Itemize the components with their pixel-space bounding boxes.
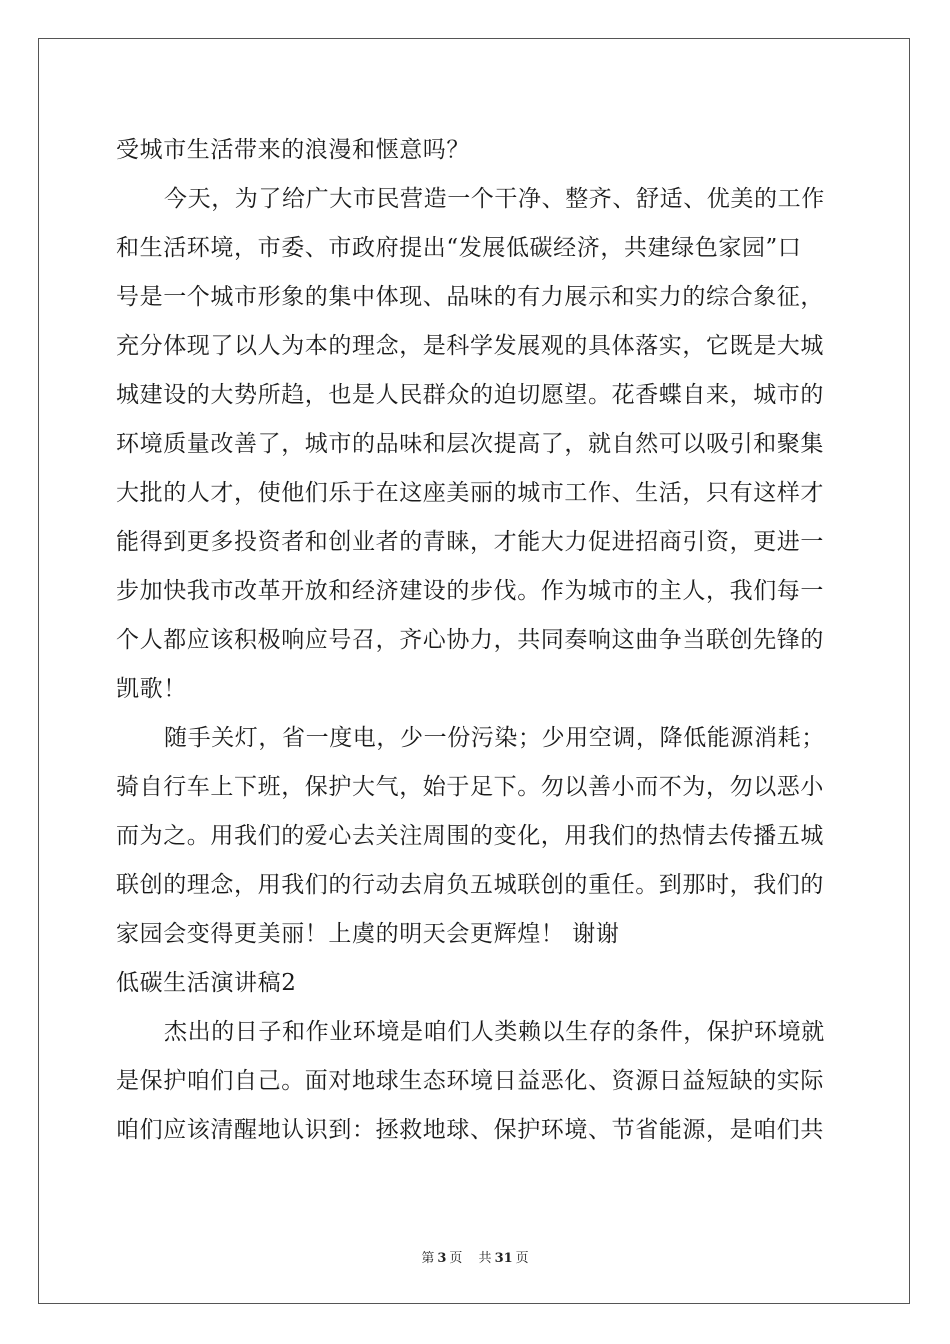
text-line: 而为之。用我们的爱心去关注周围的变化，用我们的热情去传播五城 — [116, 823, 824, 849]
page-number: 3 — [437, 1251, 447, 1266]
text-line: 咱们应该清醒地认识到：拯救地球、保护环境、节省能源，是咱们共 — [116, 1117, 824, 1143]
text-line: 号是一个城市形象的集中体现、品味的有力展示和实力的综合象征， — [116, 284, 824, 310]
total-suffix: 页 — [515, 1251, 529, 1266]
text-line: 环境质量改善了，城市的品味和层次提高了，就自然可以吸引和聚集 — [116, 431, 824, 457]
page-footer — [0, 1247, 950, 1266]
paragraph-closing — [116, 714, 834, 959]
page-suffix: 页 — [449, 1251, 463, 1266]
text-line: 充分体现了以人为本的理念，是科学发展观的具体落实，它既是大城 — [116, 333, 824, 359]
text-line: 今天，为了给广大市民营造一个干净、整齐、舒适、优美的工作 — [164, 186, 825, 212]
text-line: 是保护咱们自己。面对地球生态环境日益恶化、资源日益短缺的实际 — [116, 1068, 824, 1094]
text-line: 联创的理念，用我们的行动去肩负五城联创的重任。到那时，我们的 — [116, 872, 824, 898]
text-line: 杰出的日子和作业环境是咱们人类赖以生存的条件，保护环境就 — [164, 1019, 825, 1045]
text-line: 大批的人才，使他们乐于在这座美丽的城市工作、生活，只有这样才 — [116, 480, 824, 506]
text-line: 随手关灯，省一度电，少一份污染；少用空调，降低能源消耗； — [164, 725, 825, 751]
text-line: 能得到更多投资者和创业者的青睐，才能大力促进招商引资，更进一 — [116, 529, 824, 555]
text-line: 骑自行车上下班，保护大气，始于足下。勿以善小而不为，勿以恶小 — [116, 774, 824, 800]
text-line: 城建设的大势所趋，也是人民群众的迫切愿望。花香蝶自来，城市的 — [116, 382, 824, 408]
paragraph-continued — [116, 126, 834, 175]
page-prefix: 第 — [421, 1251, 435, 1266]
total-number: 31 — [494, 1251, 513, 1266]
text-line: 受城市生活带来的浪漫和惬意吗？ — [116, 137, 470, 163]
text-line: 个人都应该积极响应号召，齐心协力，共同奏响这曲争当联创先锋的 — [116, 627, 824, 653]
paragraph-section-two — [116, 1008, 834, 1155]
page-indicator — [418, 1251, 465, 1266]
text-line: 步加快我市改革开放和经济建设的步伐。作为城市的主人，我们每一 — [116, 578, 824, 604]
paragraph-speech-body — [116, 175, 834, 714]
text-line: 和生活环境，市委、市政府提出“发展低碳经济，共建绿色家园”口 — [116, 235, 802, 261]
text-line: 凯歌！ — [116, 676, 187, 702]
document-body — [116, 126, 834, 1155]
total-prefix: 共 — [478, 1251, 492, 1266]
text-line: 家园会变得更美丽！上虞的明天会更辉煌！ 谢谢 — [116, 921, 620, 947]
total-pages — [476, 1251, 532, 1266]
section-title: 低碳生活演讲稿2 — [116, 970, 297, 996]
